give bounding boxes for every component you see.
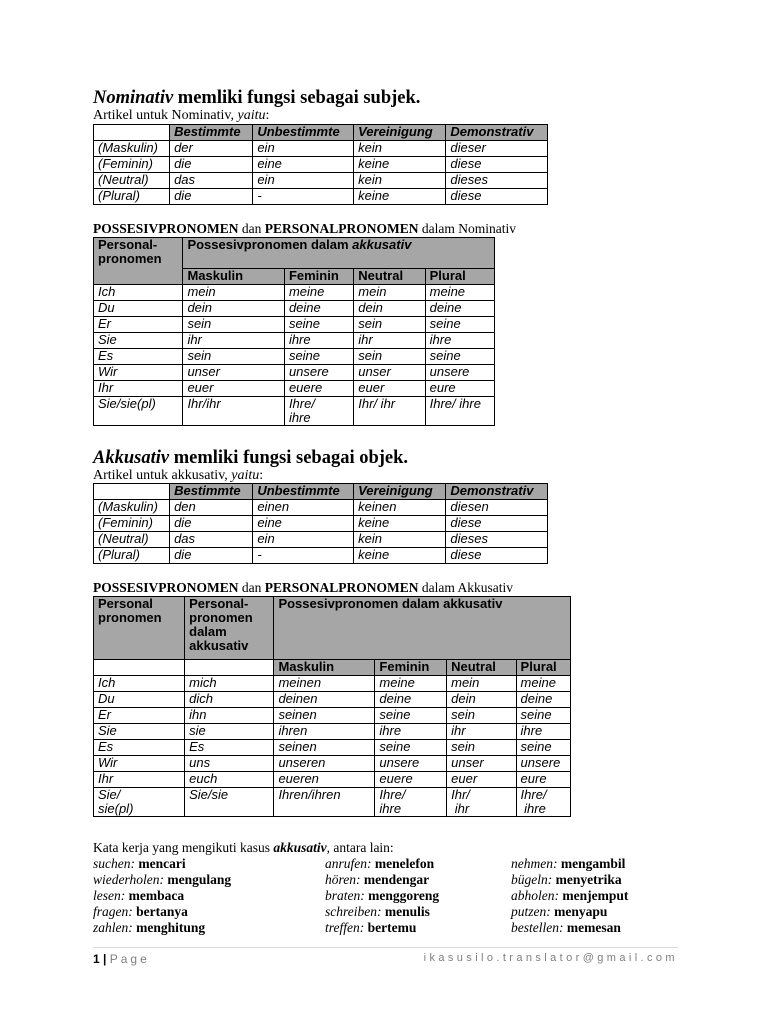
column-header: Unbestimmte bbox=[253, 484, 354, 500]
table-cell: sein bbox=[183, 317, 285, 333]
nominativ-heading: Nominativ memliki fungsi sebagai subjek. bbox=[93, 88, 421, 108]
table-cell: sein bbox=[183, 349, 285, 365]
header-row bbox=[94, 597, 571, 660]
table-cell: unser bbox=[354, 365, 425, 381]
table-cell: die bbox=[170, 189, 253, 205]
table-cell: meinen bbox=[274, 676, 375, 692]
verb-grid bbox=[93, 856, 653, 936]
table-cell: Ihr bbox=[94, 381, 183, 397]
nominativ-article-table bbox=[93, 124, 548, 205]
table-cell: dich bbox=[185, 692, 274, 708]
table-cell: sie bbox=[185, 724, 274, 740]
verb-german: abholen: bbox=[511, 888, 559, 903]
table-cell: seine bbox=[516, 740, 570, 756]
table-cell: Ihr bbox=[94, 772, 185, 788]
personal-pronomen-header: Personal pronomen bbox=[94, 597, 185, 660]
verb-indonesian: membaca bbox=[128, 888, 185, 903]
verb-list-title: Kata kerja yang mengikuti kasus akkusativ, antara lain: bbox=[93, 840, 394, 855]
table-cell: unser bbox=[447, 756, 516, 772]
column-header: Bestimmte bbox=[170, 484, 253, 500]
table-cell: keinen bbox=[354, 500, 446, 516]
verb-indonesian: memesan bbox=[566, 920, 621, 935]
table-cell: diese bbox=[446, 157, 548, 173]
table-cell: keine bbox=[354, 157, 446, 173]
table-cell: sein bbox=[354, 349, 425, 365]
table-cell: seine bbox=[284, 317, 353, 333]
table-row bbox=[94, 692, 571, 708]
table-row bbox=[94, 317, 495, 333]
table-cell: den bbox=[170, 500, 253, 516]
page-footer bbox=[93, 947, 678, 966]
table-cell: eueren bbox=[274, 772, 375, 788]
table-row bbox=[94, 173, 548, 189]
table-row bbox=[94, 500, 548, 516]
akkusativ-subheading: Artikel untuk akkusativ, yaitu: bbox=[93, 468, 264, 483]
table-cell: unser bbox=[183, 365, 285, 381]
verb-german: zahlen: bbox=[93, 920, 133, 935]
table-cell: ihre bbox=[425, 333, 494, 349]
verb-german: anrufen: bbox=[325, 856, 372, 871]
column-header: Neutral bbox=[447, 660, 516, 676]
table-cell: meine bbox=[425, 285, 494, 301]
column-header: Feminin bbox=[375, 660, 447, 676]
table-cell: meine bbox=[516, 676, 570, 692]
table-cell: seine bbox=[425, 317, 494, 333]
akkusativ-pronomen-table bbox=[93, 596, 571, 817]
table-cell: Ich bbox=[94, 285, 183, 301]
table-cell: Wir bbox=[94, 756, 185, 772]
verb-indonesian: mencari bbox=[138, 856, 186, 871]
column-header bbox=[94, 484, 170, 500]
table-cell: deine bbox=[516, 692, 570, 708]
table-cell: diese bbox=[446, 548, 548, 564]
verb-indonesian: menghitung bbox=[136, 920, 206, 935]
table-row bbox=[94, 365, 495, 381]
table-cell: unsere bbox=[425, 365, 494, 381]
verb-item bbox=[93, 920, 325, 936]
table-cell: meine bbox=[375, 676, 447, 692]
column-header: Demonstrativ bbox=[446, 484, 548, 500]
verb-indonesian: menelefon bbox=[374, 856, 435, 871]
verb-list bbox=[93, 840, 653, 936]
table-cell: (Maskulin) bbox=[94, 500, 170, 516]
table-cell: euch bbox=[185, 772, 274, 788]
table-cell: ein bbox=[253, 173, 354, 189]
table-cell: - bbox=[253, 189, 354, 205]
table-cell: ihre bbox=[284, 333, 353, 349]
table-cell: dieser bbox=[446, 141, 548, 157]
verb-item bbox=[325, 888, 511, 904]
table-cell: kein bbox=[354, 532, 446, 548]
table-cell: das bbox=[170, 173, 253, 189]
table-row bbox=[94, 772, 571, 788]
table-row bbox=[94, 285, 495, 301]
table-cell: diesen bbox=[446, 500, 548, 516]
table-cell: Er bbox=[94, 317, 183, 333]
table-cell: unseren bbox=[274, 756, 375, 772]
header-row bbox=[94, 484, 548, 500]
table-cell: ihre bbox=[375, 724, 447, 740]
table-cell: deine bbox=[425, 301, 494, 317]
table-cell: dein bbox=[354, 301, 425, 317]
table-cell: seinen bbox=[274, 740, 375, 756]
table-cell: meine bbox=[284, 285, 353, 301]
possesivpronomen-group-header: Possesivpronomen dalam akkusativ bbox=[274, 597, 571, 660]
verb-item bbox=[511, 920, 671, 936]
verb-indonesian: menggoreng bbox=[368, 888, 440, 903]
akkusativ-heading: Akkusativ memliki fungsi sebagai objek. bbox=[93, 448, 409, 468]
verb-item bbox=[511, 888, 671, 904]
table-cell: sein bbox=[354, 317, 425, 333]
table-cell: der bbox=[170, 141, 253, 157]
table-cell: dieses bbox=[446, 532, 548, 548]
verb-german: treffen: bbox=[325, 920, 365, 935]
table-cell: ihr bbox=[354, 333, 425, 349]
table-cell: diese bbox=[446, 516, 548, 532]
verb-item bbox=[325, 872, 511, 888]
table-cell: keine bbox=[354, 189, 446, 205]
table-cell: ihr bbox=[447, 724, 516, 740]
table-cell: ihre bbox=[516, 724, 570, 740]
table-cell: einen bbox=[253, 500, 354, 516]
table-cell: ihn bbox=[185, 708, 274, 724]
verb-german: putzen: bbox=[511, 904, 551, 919]
table-cell: eure bbox=[425, 381, 494, 397]
blank-header bbox=[94, 660, 185, 676]
verb-indonesian: menyapu bbox=[554, 904, 608, 919]
table-row bbox=[94, 189, 548, 205]
table-cell: Sie/sie(pl) bbox=[94, 397, 183, 426]
table-cell: (Neutral) bbox=[94, 532, 170, 548]
verb-german: suchen: bbox=[93, 856, 135, 871]
table-row bbox=[94, 756, 571, 772]
table-cell: mich bbox=[185, 676, 274, 692]
table-cell: keine bbox=[354, 548, 446, 564]
table-cell: Ich bbox=[94, 676, 185, 692]
verb-item bbox=[93, 872, 325, 888]
verb-german: schreiben: bbox=[325, 904, 382, 919]
table-cell: ein bbox=[253, 141, 354, 157]
column-header: Neutral bbox=[354, 269, 425, 285]
verb-indonesian: menjemput bbox=[562, 888, 629, 903]
table-row bbox=[94, 301, 495, 317]
table-cell: Sie/sie bbox=[185, 788, 274, 817]
verb-item bbox=[93, 904, 325, 920]
table-row bbox=[94, 157, 548, 173]
table-cell: Ihre/ ihre bbox=[516, 788, 570, 817]
header-row bbox=[94, 125, 548, 141]
table-row bbox=[94, 333, 495, 349]
table-cell: deine bbox=[375, 692, 447, 708]
table-row bbox=[94, 397, 495, 426]
table-cell: dieses bbox=[446, 173, 548, 189]
table-cell: Ihr/ ihr bbox=[354, 397, 425, 426]
table-cell: seine bbox=[375, 708, 447, 724]
table-row bbox=[94, 708, 571, 724]
personalpronomen-akkusativ-header: Personal- pronomen dalam akkusativ bbox=[185, 597, 274, 660]
table-cell: deine bbox=[284, 301, 353, 317]
table-cell: euere bbox=[375, 772, 447, 788]
table-cell: Ihr/ ihr bbox=[447, 788, 516, 817]
table-cell: (Feminin) bbox=[94, 157, 170, 173]
verb-item bbox=[325, 904, 511, 920]
table-cell: Sie bbox=[94, 333, 183, 349]
table-cell: Ihr/ihr bbox=[183, 397, 285, 426]
table-cell: diese bbox=[446, 189, 548, 205]
column-header: Bestimmte bbox=[170, 125, 253, 141]
table-row bbox=[94, 532, 548, 548]
verb-indonesian: bertemu bbox=[367, 920, 417, 935]
table-cell: dein bbox=[183, 301, 285, 317]
table-cell: deinen bbox=[274, 692, 375, 708]
header-row bbox=[94, 660, 571, 676]
footer-email: ikasusilo.translator@gmail.com bbox=[423, 952, 678, 964]
header-row bbox=[94, 238, 495, 269]
table-cell: Du bbox=[94, 692, 185, 708]
table-cell: Ihre/ ihre bbox=[425, 397, 494, 426]
table-row bbox=[94, 724, 571, 740]
table-cell: ein bbox=[253, 532, 354, 548]
table-cell: seine bbox=[425, 349, 494, 365]
table-cell: unsere bbox=[284, 365, 353, 381]
table-cell: das bbox=[170, 532, 253, 548]
table-cell: seinen bbox=[274, 708, 375, 724]
table-cell: ihr bbox=[183, 333, 285, 349]
table-row bbox=[94, 141, 548, 157]
column-header: Feminin bbox=[284, 269, 353, 285]
table-cell: seine bbox=[375, 740, 447, 756]
verb-german: nehmen: bbox=[511, 856, 558, 871]
table-cell: seine bbox=[284, 349, 353, 365]
group-label-italic: akkusativ bbox=[352, 237, 412, 252]
table-cell: euer bbox=[183, 381, 285, 397]
column-header: Vereinigung bbox=[354, 125, 446, 141]
verb-indonesian: menyetrika bbox=[555, 872, 622, 887]
table-row bbox=[94, 516, 548, 532]
verb-german: wiederholen: bbox=[93, 872, 164, 887]
table-cell: (Plural) bbox=[94, 189, 170, 205]
table-cell: kein bbox=[354, 173, 446, 189]
table-cell: sein bbox=[447, 740, 516, 756]
verb-indonesian: mengambil bbox=[560, 856, 626, 871]
table-cell: eine bbox=[253, 516, 354, 532]
verb-item bbox=[325, 856, 511, 872]
verb-item bbox=[93, 888, 325, 904]
table-cell: Es bbox=[94, 740, 185, 756]
table-cell: eure bbox=[516, 772, 570, 788]
table-cell: sein bbox=[447, 708, 516, 724]
table-cell: Ihren/ihren bbox=[274, 788, 375, 817]
verb-item bbox=[325, 920, 511, 936]
table-cell: euere bbox=[284, 381, 353, 397]
table-cell: keine bbox=[354, 516, 446, 532]
table-cell: die bbox=[170, 157, 253, 173]
column-header: Plural bbox=[425, 269, 494, 285]
verb-item bbox=[511, 872, 671, 888]
table-cell: die bbox=[170, 548, 253, 564]
table-cell: Sie bbox=[94, 724, 185, 740]
table-row bbox=[94, 676, 571, 692]
table-cell: die bbox=[170, 516, 253, 532]
table-cell: dein bbox=[447, 692, 516, 708]
table-cell: Es bbox=[185, 740, 274, 756]
table-cell: Sie/ sie(pl) bbox=[94, 788, 185, 817]
verb-indonesian: menulis bbox=[384, 904, 430, 919]
column-header bbox=[94, 125, 170, 141]
table-row bbox=[94, 548, 548, 564]
verb-indonesian: bertanya bbox=[136, 904, 188, 919]
verb-indonesian: mengulang bbox=[167, 872, 232, 887]
column-header: Maskulin bbox=[274, 660, 375, 676]
table-cell: unsere bbox=[375, 756, 447, 772]
table-cell: kein bbox=[354, 141, 446, 157]
column-header: Unbestimmte bbox=[253, 125, 354, 141]
verb-german: fragen: bbox=[93, 904, 133, 919]
table-cell: (Feminin) bbox=[94, 516, 170, 532]
table-cell: Es bbox=[94, 349, 183, 365]
table-cell: euer bbox=[354, 381, 425, 397]
table-cell: Ihre/ ihre bbox=[284, 397, 353, 426]
table-row bbox=[94, 788, 571, 817]
table-cell: mein bbox=[447, 676, 516, 692]
table-cell: Wir bbox=[94, 365, 183, 381]
table-cell: ihren bbox=[274, 724, 375, 740]
table-cell: Er bbox=[94, 708, 185, 724]
table-cell: (Plural) bbox=[94, 548, 170, 564]
column-header: Plural bbox=[516, 660, 570, 676]
verb-item bbox=[511, 856, 671, 872]
table-cell: - bbox=[253, 548, 354, 564]
possesivpronomen-group-header bbox=[183, 238, 495, 269]
verb-german: bügeln: bbox=[511, 872, 553, 887]
verb-item bbox=[511, 904, 671, 920]
table-cell: (Neutral) bbox=[94, 173, 170, 189]
verb-german: bestellen: bbox=[511, 920, 564, 935]
verb-german: lesen: bbox=[93, 888, 126, 903]
column-header: Vereinigung bbox=[354, 484, 446, 500]
verb-german: hören: bbox=[325, 872, 361, 887]
page-number: 1 | Page bbox=[93, 952, 150, 966]
verb-german: braten: bbox=[325, 888, 365, 903]
table-cell: unsere bbox=[516, 756, 570, 772]
table-cell: Ihre/ ihre bbox=[375, 788, 447, 817]
table-cell: uns bbox=[185, 756, 274, 772]
akkusativ-article-table bbox=[93, 483, 548, 564]
akkusativ-pronomen-caption: POSSESIVPRONOMEN dan PERSONALPRONOMEN dalam Akkusativ bbox=[93, 580, 514, 595]
group-label: Possesivpronomen dalam bbox=[187, 237, 353, 252]
table-cell: euer bbox=[447, 772, 516, 788]
column-header: Demonstrativ bbox=[446, 125, 548, 141]
verb-item bbox=[93, 856, 325, 872]
table-row bbox=[94, 349, 495, 365]
personalpronomen-header: Personal- pronomen bbox=[94, 238, 183, 285]
nominativ-pronomen-table bbox=[93, 237, 495, 426]
verb-indonesian: mendengar bbox=[363, 872, 430, 887]
blank-header bbox=[185, 660, 274, 676]
table-cell: eine bbox=[253, 157, 354, 173]
table-cell: Du bbox=[94, 301, 183, 317]
table-cell: (Maskulin) bbox=[94, 141, 170, 157]
nominativ-subheading: Artikel untuk Nominativ, yaitu: bbox=[93, 108, 270, 123]
table-cell: mein bbox=[354, 285, 425, 301]
table-row bbox=[94, 740, 571, 756]
column-header: Maskulin bbox=[183, 269, 285, 285]
table-cell: mein bbox=[183, 285, 285, 301]
table-cell: seine bbox=[516, 708, 570, 724]
table-row bbox=[94, 381, 495, 397]
nominativ-pronomen-caption: POSSESIVPRONOMEN dan PERSONALPRONOMEN dalam Nominativ bbox=[93, 221, 517, 236]
